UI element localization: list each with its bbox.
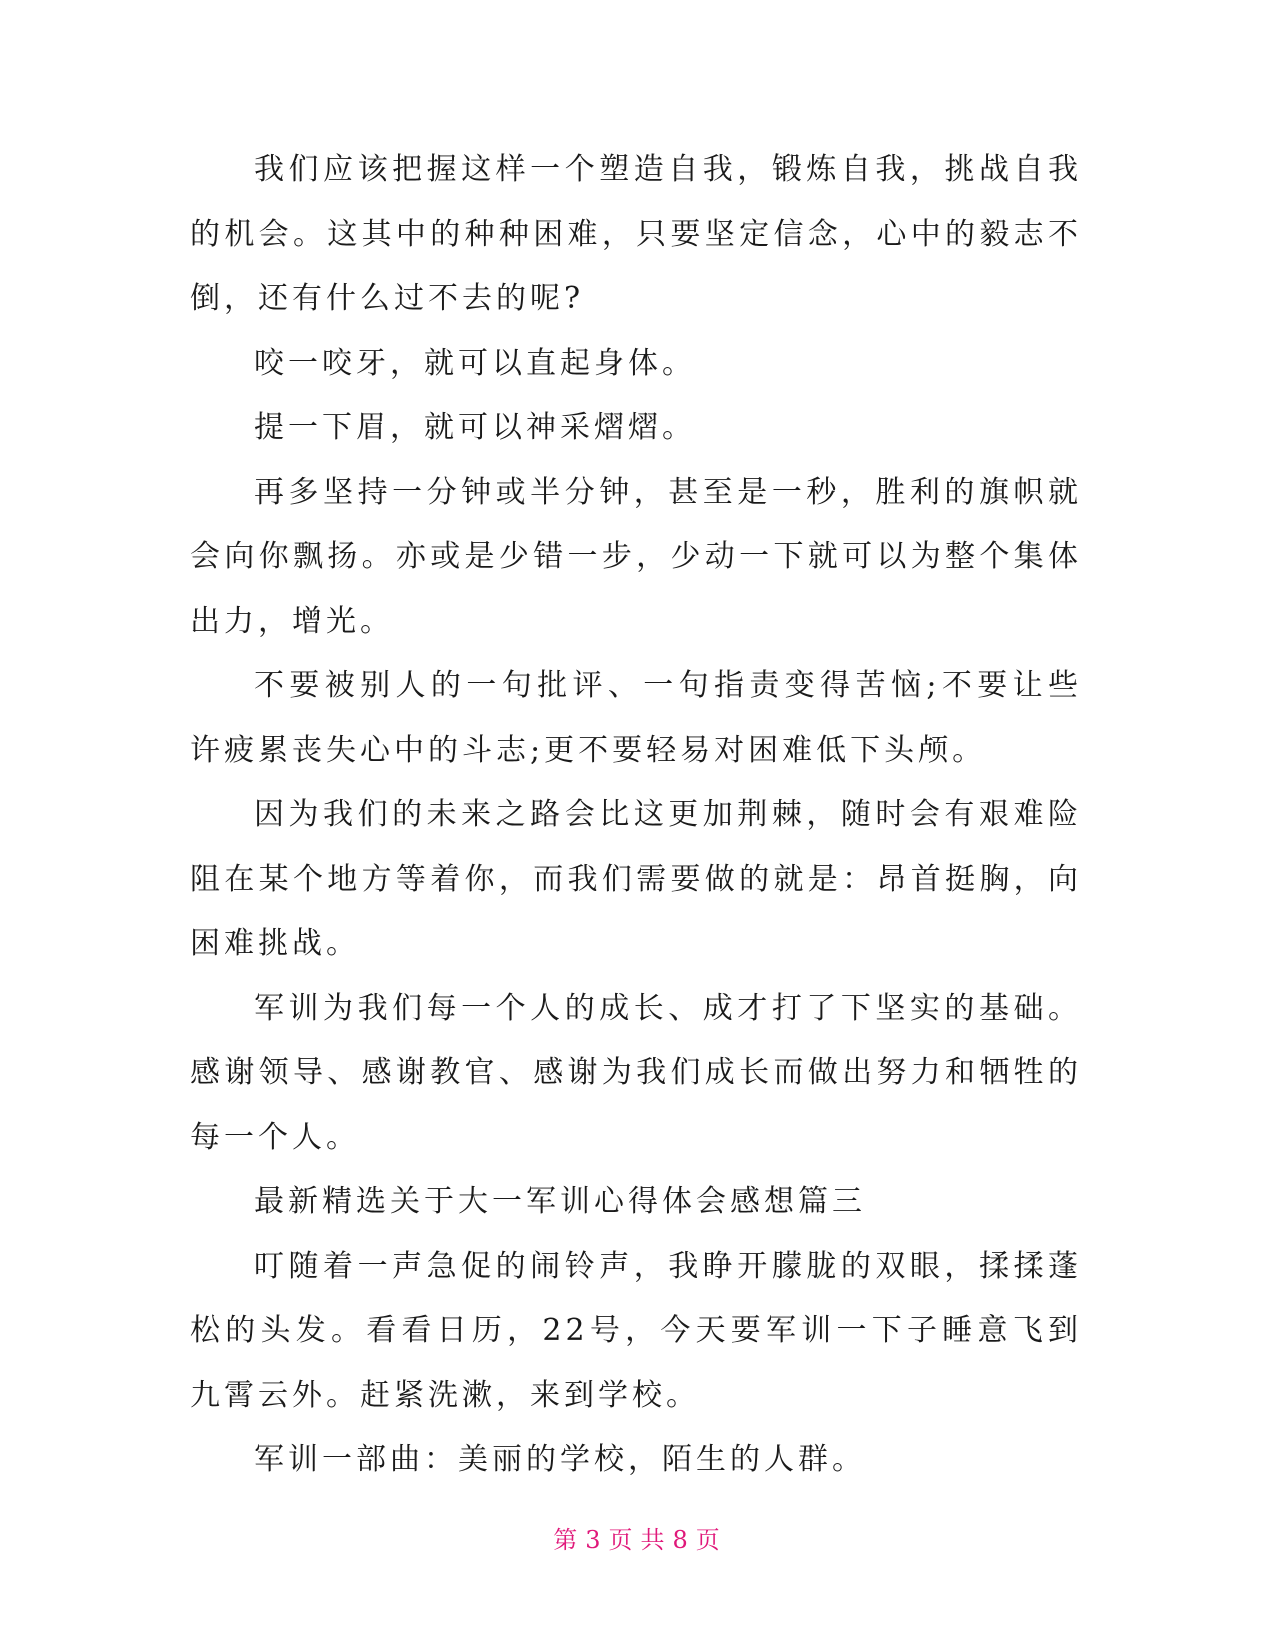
paragraph: 军训一部曲：美丽的学校，陌生的人群。 xyxy=(254,1442,866,1477)
paragraph: 叮随着一声急促的闹铃声，我睁开朦胧的双眼，揉揉蓬松的头发。看看日历，22号，今天要军训一下子睡意飞到九霄云外。赶紧洗漱，来到学校。 xyxy=(190,1248,1082,1413)
document-body xyxy=(190,138,1082,1493)
footer-page-unit: 页 xyxy=(608,1526,635,1554)
paragraph: 我们应该把握这样一个塑造自我，锻炼自我，挑战自我的机会。这其中的种种困难，只要坚定信念，心中的毅志不倒，还有什么过不去的呢? xyxy=(190,152,1082,316)
paragraph: 因为我们的未来之路会比这更加荆棘，随时会有艰难险阻在某个地方等着你，而我们需要做的就是：昂首挺胸，向困难挑战。 xyxy=(190,797,1082,961)
footer-total-unit: 页 xyxy=(695,1526,722,1554)
footer-total-pages: 8 xyxy=(672,1526,690,1554)
footer-page-label: 第 xyxy=(553,1526,580,1554)
section-heading: 最新精选关于大一军训心得体会感想篇三 xyxy=(254,1184,866,1219)
paragraph: 再多坚持一分钟或半分钟，甚至是一秒，胜利的旗帜就会向你飘扬。亦或是少错一步，少动一下就可以为整个集体出力，增光。 xyxy=(190,474,1082,639)
paragraph: 军训为我们每一个人的成长、成才打了下坚实的基础。感谢领导、感谢教官、感谢为我们成长而做出努力和牺牲的每一个人。 xyxy=(190,990,1082,1155)
paragraph: 咬一咬牙，就可以直起身体。 xyxy=(254,345,696,381)
paragraph: 提一下眉，就可以神采熠熠。 xyxy=(254,410,696,445)
page-footer xyxy=(0,1520,1275,1555)
footer-total-label: 共 xyxy=(640,1526,667,1554)
footer-current-page: 3 xyxy=(585,1526,603,1554)
paragraph: 不要被别人的一句批评、一句指责变得苦恼;不要让些许疲累丧失心中的斗志;更不要轻易对困难低下头颅。 xyxy=(190,668,1082,768)
